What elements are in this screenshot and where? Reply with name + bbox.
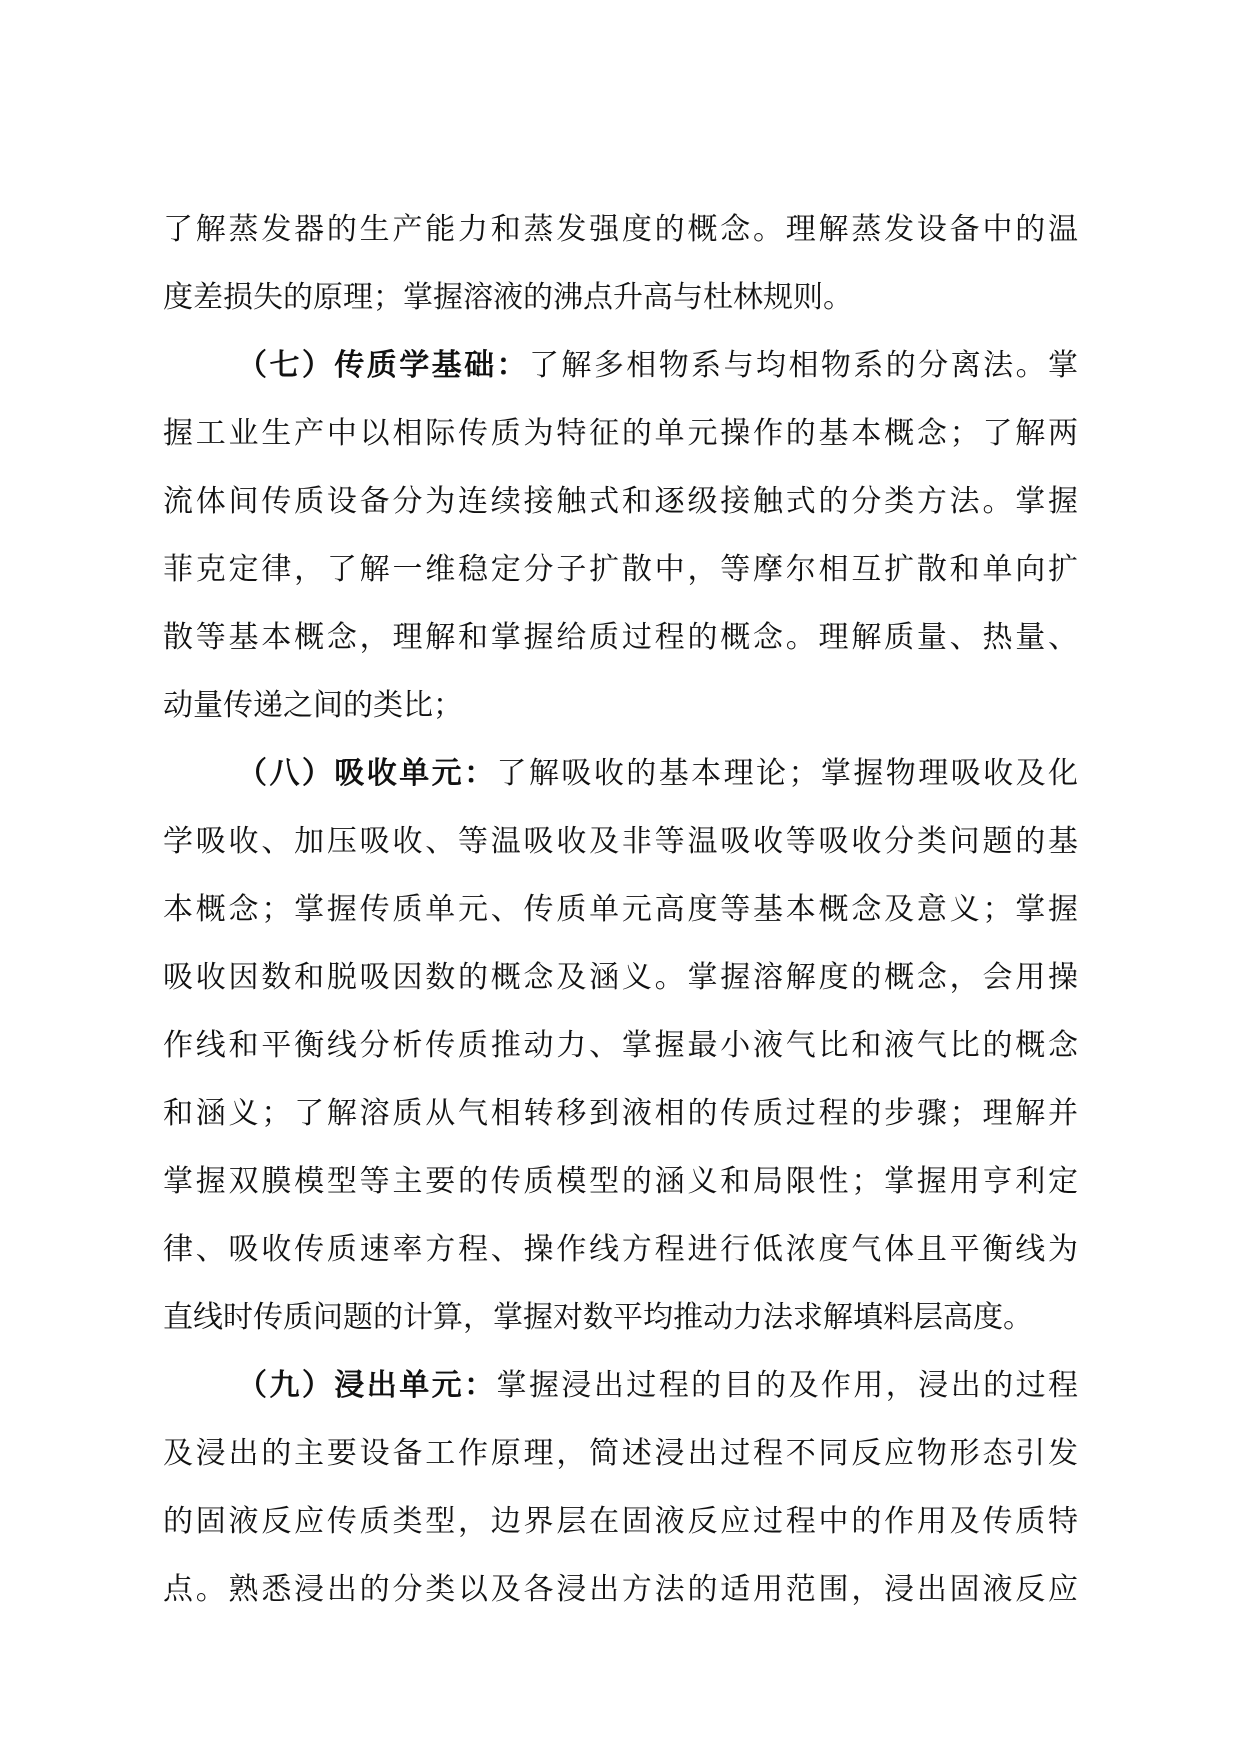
text-line: 本概念；掌握传质单元、传质单元高度等基本概念及意义；掌握 <box>163 892 1078 927</box>
text-line: 菲克定律，了解一维稳定分子扩散中，等摩尔相互扩散和单向扩 <box>163 552 1078 587</box>
section-heading: （九）浸出单元： <box>237 1368 497 1403</box>
section-heading: （八）吸收单元： <box>237 756 497 791</box>
text-line: 学吸收、加压吸收、等温吸收及非等温吸收等吸收分类问题的基 <box>163 824 1078 859</box>
section-heading: （七）传质学基础： <box>237 348 529 383</box>
text-line: 散等基本概念，理解和掌握给质过程的概念。理解质量、热量、 <box>163 620 1078 655</box>
paragraph-mass-transfer <box>163 332 1078 740</box>
text-line: 的固液反应传质类型，边界层在固液反应过程中的作用及传质特 <box>163 1504 1078 1539</box>
text-line: 及浸出的主要设备工作原理，简述浸出过程不同反应物形态引发 <box>163 1436 1078 1471</box>
text-line: 和涵义；了解溶质从气相转移到液相的传质过程的步骤；理解并 <box>163 1096 1078 1131</box>
paragraph-evaporation <box>163 196 1078 332</box>
text-run: 掌握浸出过程的目的及作用，浸出的过程 <box>496 1368 1079 1403</box>
text-run: 了解多相物系与均相物系的分离法。掌 <box>528 348 1079 383</box>
text-line: 握工业生产中以相际传质为特征的单元操作的基本概念；了解两 <box>163 416 1078 451</box>
paragraph-leaching <box>163 1352 1078 1624</box>
text-line: 掌握双膜模型等主要的传质模型的涵义和局限性；掌握用亨利定 <box>163 1164 1078 1199</box>
text-line: 律、吸收传质速率方程、操作线方程进行低浓度气体且平衡线为 <box>163 1232 1078 1267</box>
text-line: 了解蒸发器的生产能力和蒸发强度的概念。理解蒸发设备中的温 <box>163 212 1078 247</box>
text-run: 了解吸收的基本理论；掌握物理吸收及化 <box>496 756 1079 791</box>
text-line: 动量传递之间的类比； <box>163 688 463 723</box>
text-line: 度差损失的原理；掌握溶液的沸点升高与杜林规则。 <box>163 280 853 315</box>
text-line: 直线时传质问题的计算，掌握对数平均推动力法求解填料层高度。 <box>163 1300 1033 1335</box>
text-line <box>163 740 1078 808</box>
text-line: 流体间传质设备分为连续接触式和逐级接触式的分类方法。掌握 <box>163 484 1078 519</box>
text-line: 吸收因数和脱吸因数的概念及涵义。掌握溶解度的概念，会用操 <box>163 960 1078 995</box>
paragraph-absorption <box>163 740 1078 1352</box>
text-line: 点。熟悉浸出的分类以及各浸出方法的适用范围，浸出固液反应 <box>163 1572 1078 1607</box>
text-line: 作线和平衡线分析传质推动力、掌握最小液气比和液气比的概念 <box>163 1028 1078 1063</box>
text-line <box>163 332 1078 400</box>
document-body <box>163 196 1078 1624</box>
text-line <box>163 1352 1078 1420</box>
